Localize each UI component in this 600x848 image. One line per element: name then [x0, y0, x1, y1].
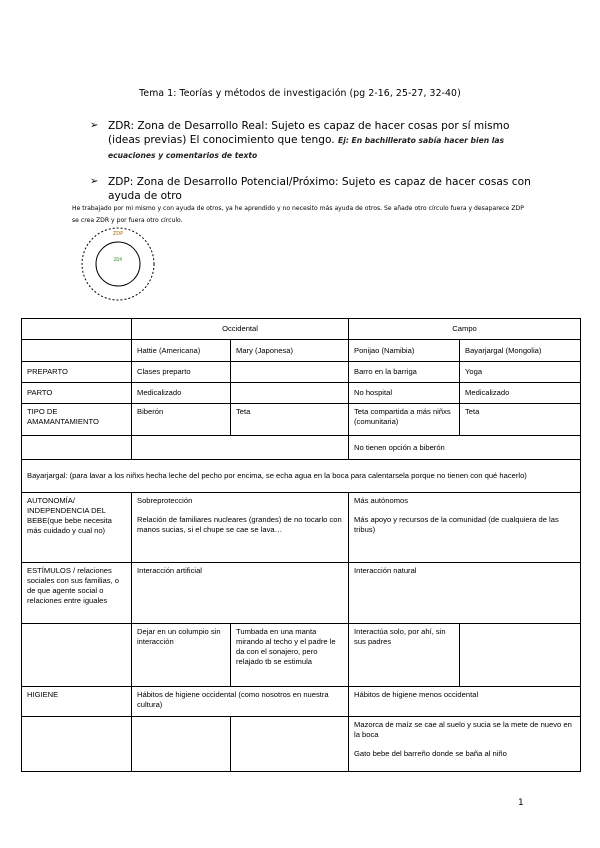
- inner-circle: [96, 242, 140, 286]
- table-cell: Biberón: [132, 404, 231, 436]
- arrow-bullet-icon: ➢: [90, 176, 99, 187]
- table-cell: Medicalizado: [460, 383, 581, 404]
- zone-circles-diagram: [78, 226, 158, 306]
- table-cell: Medicalizado: [132, 383, 231, 404]
- table-cell: [231, 717, 349, 772]
- zdp-label: ZDP: [112, 231, 124, 237]
- campo-autonomia-title: Más autónomos: [354, 496, 409, 505]
- table-cell: Interacción artificial: [132, 563, 349, 624]
- table-cell: Tumbada en una manta mirando al techo y el padre le da con el sonajero, pero relajado tb se estimula: [231, 624, 349, 687]
- table-row: [22, 493, 581, 563]
- higiene-detail-1: Mazorca de maíz se cae al suelo y sucia se la mete de nuevo en la boca: [354, 720, 572, 739]
- table-row: [22, 687, 581, 717]
- table-cell: TIPO DE AMAMANTAMIENTO: [22, 404, 132, 436]
- table-cell: Clases preparto: [132, 362, 231, 383]
- table-row: [22, 717, 581, 772]
- table-cell: [22, 624, 132, 687]
- table-cell: Bayarjargal (Mongolia): [460, 340, 581, 362]
- table-cell: PREPARTO: [22, 362, 132, 383]
- table-cell: Yoga: [460, 362, 581, 383]
- occ-autonomia-title: Sobreprotección: [137, 496, 193, 505]
- zdr-label: ZDR: [113, 257, 123, 262]
- outer-circle: [82, 228, 154, 300]
- table-cell: ESTÍMULOS / relaciones sociales con sus familias, o de que agente social o relaciones entre iguales: [22, 563, 132, 624]
- table-cell: Interacción natural: [349, 563, 581, 624]
- bullet-zdr-text: ZDR: Zona de Desarrollo Real: Sujeto es capaz de hacer cosas por sí mismo (ideas previas) El conocimiento que tengo.: [108, 120, 510, 146]
- comparison-table: [21, 318, 581, 772]
- table-cell: [132, 493, 349, 563]
- table-subheader-row: [22, 340, 581, 362]
- table-cell: Barro en la barriga: [349, 362, 460, 383]
- page-number: 1: [518, 798, 524, 808]
- bullet-zdp-text: ZDP: Zona de Desarrollo Potencial/Próximo: Sujeto es capaz de hacer cosas con ayuda de otro: [108, 176, 531, 202]
- table-cell: HIGIENE: [22, 687, 132, 717]
- table-cell: [132, 717, 231, 772]
- table-cell: PARTO: [22, 383, 132, 404]
- table-row: [22, 563, 581, 624]
- table-cell: Hattie (Americana): [132, 340, 231, 362]
- table-cell: No tienen opción a biberón: [349, 436, 581, 460]
- table-row: [22, 436, 581, 460]
- table-cell: [22, 717, 132, 772]
- bullet-zdr: [92, 119, 532, 163]
- table-row: [22, 404, 581, 436]
- table-cell: [231, 383, 349, 404]
- table-row: [22, 624, 581, 687]
- header-blank: [22, 319, 132, 340]
- campo-autonomia-text: Más apoyo y recursos de la comunidad (de cualquiera de las tribus): [354, 515, 559, 534]
- table-cell: Dejar en un columpio sin interacción: [132, 624, 231, 687]
- table-cell: [22, 436, 132, 460]
- table-cell: [349, 493, 581, 563]
- table-row: [22, 383, 581, 404]
- table-row: [22, 460, 581, 493]
- table-cell: Mary (Japonesa): [231, 340, 349, 362]
- arrow-bullet-icon: ➢: [90, 120, 99, 131]
- table-cell: AUTONOMÍA/ INDEPENDENCIA DEL BEBE(que bebe necesita más cuidado y cual no): [22, 493, 132, 563]
- occ-autonomia-text: Relación de familiares nucleares (grandes) de no tocarlo con manos sucias, si el chupe se cae se lava…: [137, 515, 342, 534]
- table-cell: [231, 362, 349, 383]
- higiene-detail-2: Gato bebe del barreño donde se baña al niño: [354, 749, 507, 758]
- table-cell: Interactúa solo, por ahí, sin sus padres: [349, 624, 460, 687]
- table-cell: No hospital: [349, 383, 460, 404]
- table-cell: [132, 436, 349, 460]
- table-cell: Hábitos de higiene menos occidental: [349, 687, 581, 717]
- bayarjargal-note: Bayarjargal: (para lavar a los niñxs hecha leche del pecho por encima, se echa agua en la boca para calentarsela porque no tienen con qué hacerlo): [22, 460, 581, 493]
- table-cell: Ponijao (Namibia): [349, 340, 460, 362]
- header-campo: Campo: [349, 319, 581, 340]
- bullet-zdr-example: Ej: En bachillerato sabía hacer bien las ecuaciones y comentarios de texto: [108, 136, 505, 160]
- document-title: Tema 1: Teorías y métodos de investigación (pg 2-16, 25-27, 32-40): [139, 88, 461, 99]
- table-cell: Teta: [231, 404, 349, 436]
- table-cell: Teta compartida a más niñxs (comunitaria): [349, 404, 460, 436]
- bullet-zdp: [92, 175, 532, 203]
- table-cell: [349, 717, 581, 772]
- table-cell: [22, 340, 132, 362]
- table-cell: Teta: [460, 404, 581, 436]
- table-header-row: [22, 319, 581, 340]
- header-occidental: Occidental: [132, 319, 349, 340]
- table-row: [22, 362, 581, 383]
- table-cell: Hábitos de higiene occidental (como nosotros en nuestra cultura): [132, 687, 349, 717]
- zone-note: He trabajado por mi mismo y con ayuda de otros, ya he aprendido y no necesito más ayuda de otros. Se añade otro círculo fuera y desaparece ZDP se crea ZDR y por fuera otro círculo.: [72, 205, 524, 224]
- table-cell: [460, 624, 581, 687]
